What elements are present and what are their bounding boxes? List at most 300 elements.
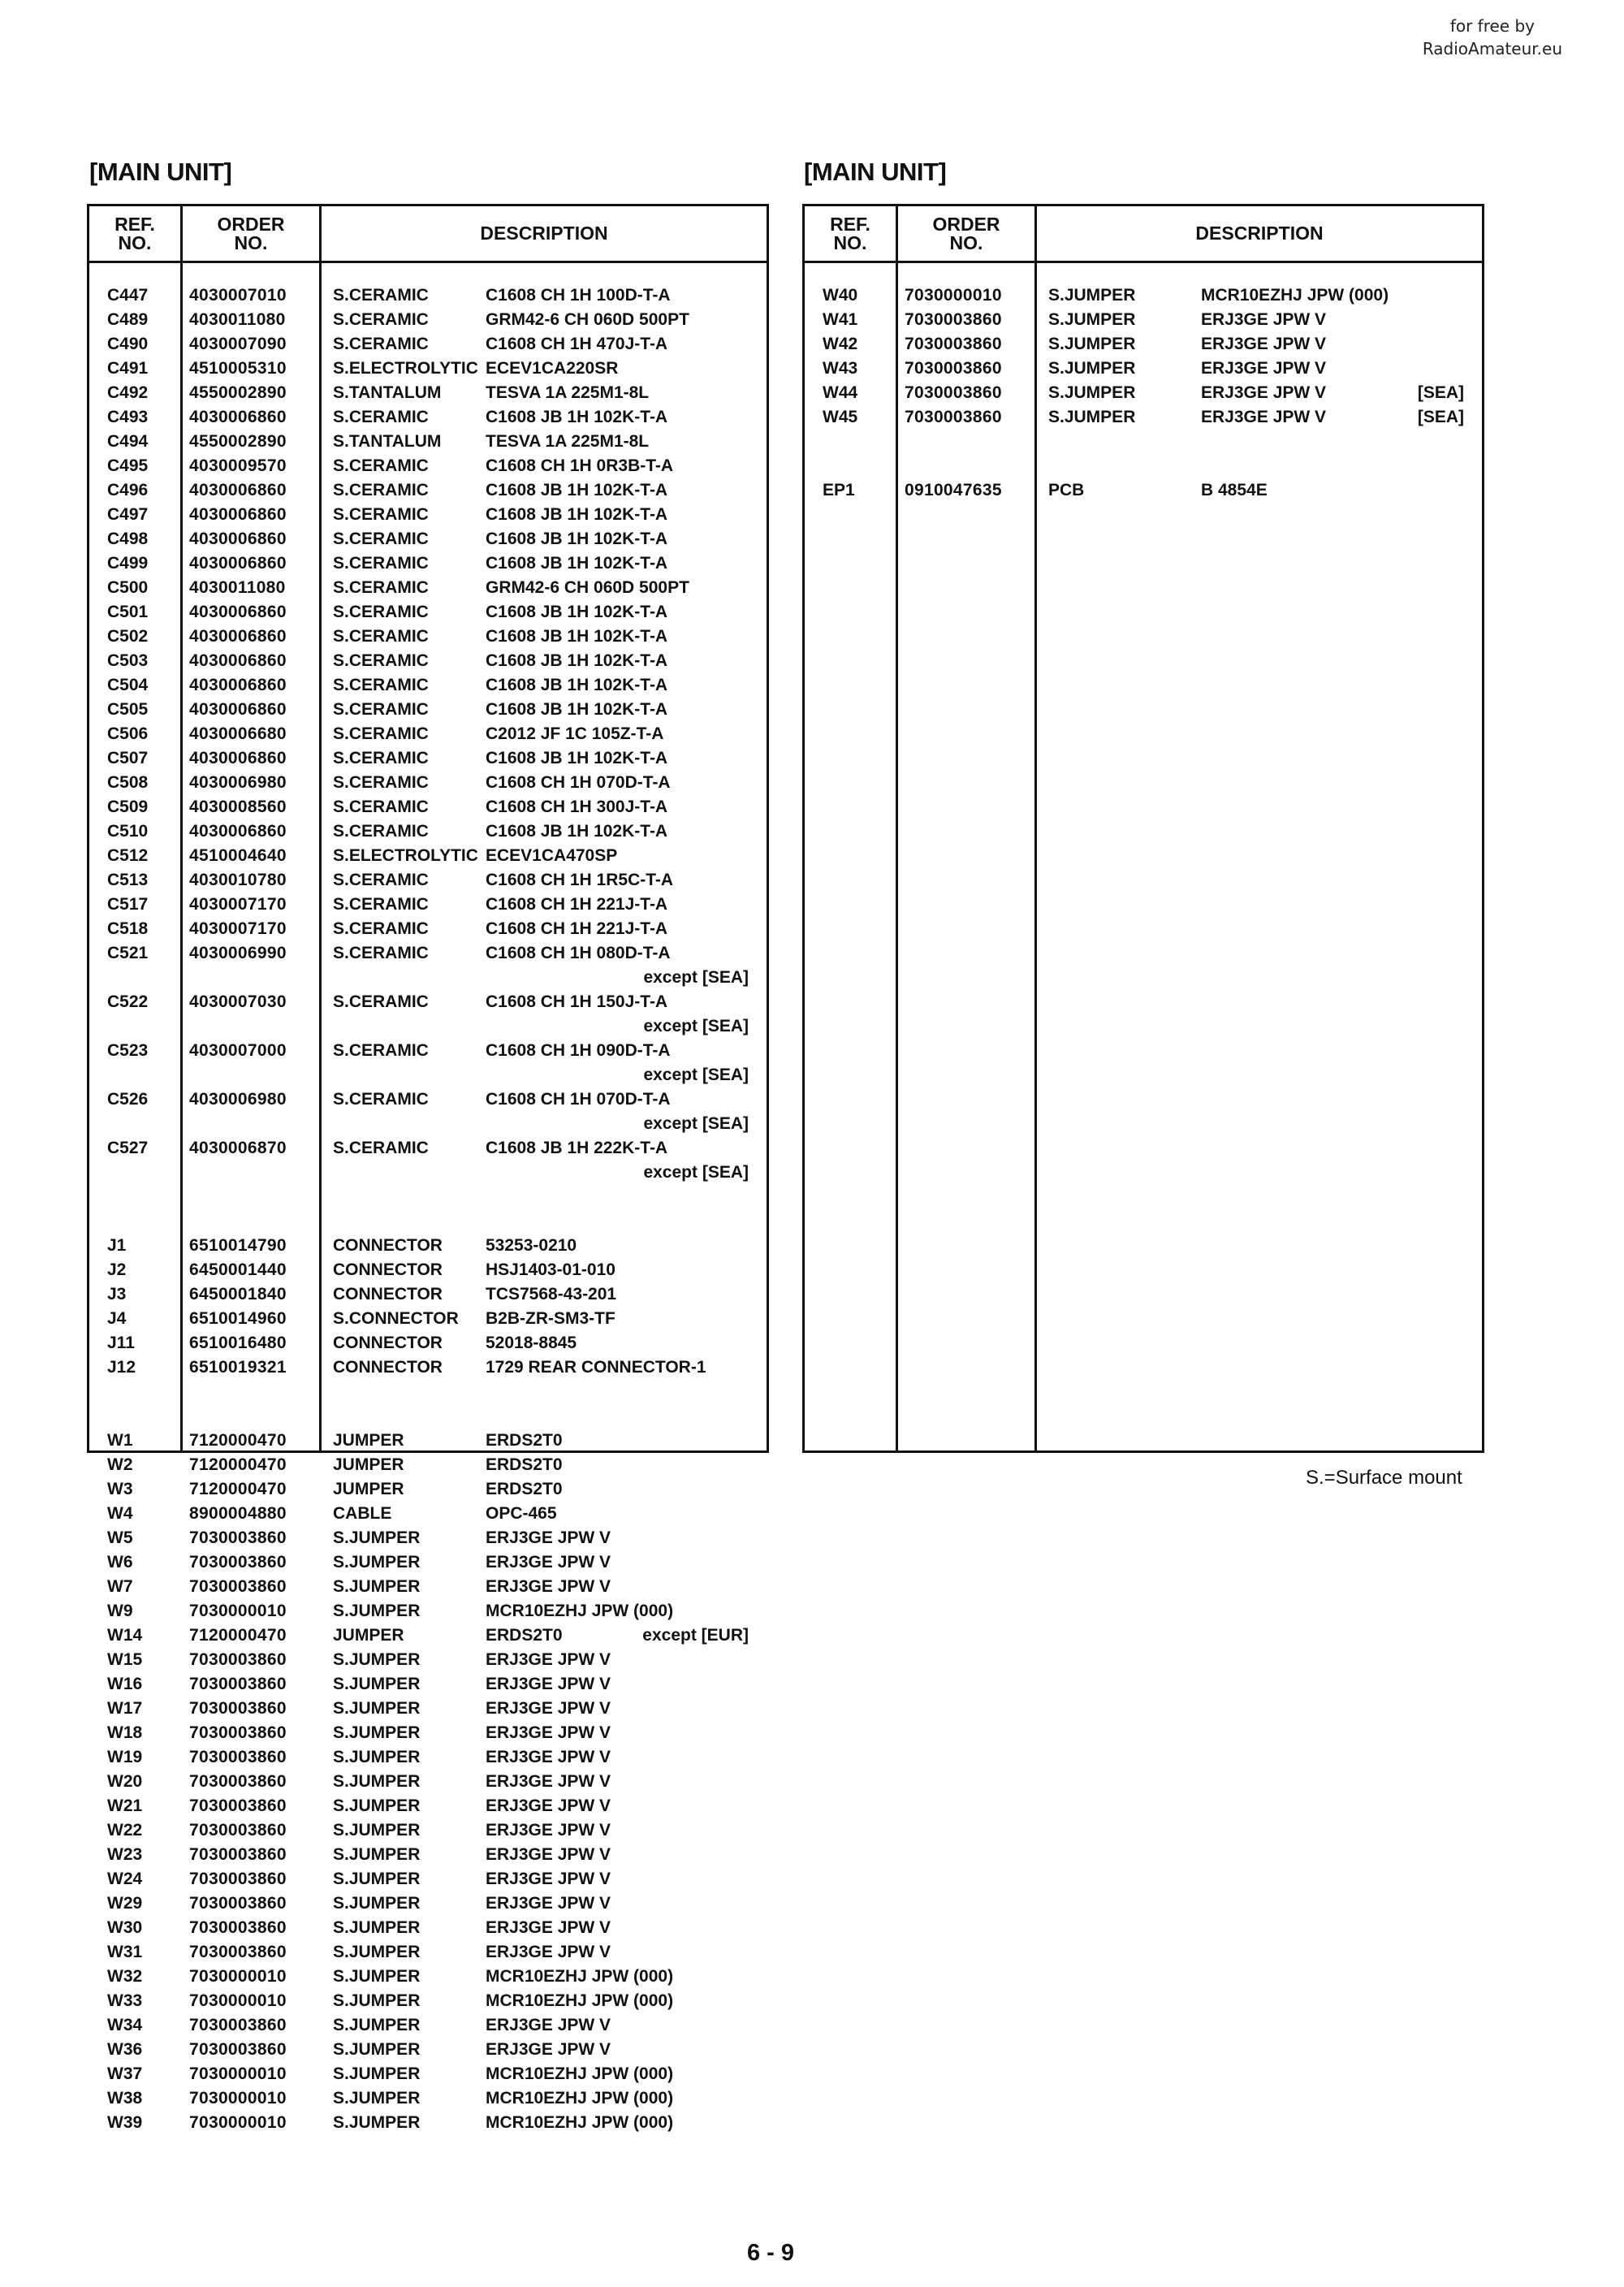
ref-no-cell: C497 [107, 505, 149, 524]
part-number-cell: C1608 JB 1H 222K-T-A [486, 1139, 668, 1157]
order-no-cell: 7030000010 [189, 1967, 287, 1986]
ref-no-cell: C513 [107, 871, 149, 889]
part-number-cell: ERJ3GE JPW V [1201, 383, 1327, 402]
description-cell: S.CERAMIC [333, 822, 429, 841]
table-row [805, 430, 1482, 454]
part-number-cell: ERJ3GE JPW V [486, 1553, 611, 1572]
table-row [89, 2062, 767, 2086]
part-number-cell: C1608 JB 1H 102K-T-A [486, 627, 668, 646]
table-row [89, 1136, 767, 1161]
description-cell: S.CERAMIC [333, 310, 429, 329]
table-row [89, 381, 767, 405]
part-number-cell: C2012 JF 1C 105Z-T-A [486, 724, 664, 743]
ref-no-cell: C512 [107, 846, 149, 865]
order-no-cell: 7030003860 [189, 2040, 287, 2059]
ref-no-cell: C502 [107, 627, 149, 646]
ref-no-cell: W2 [107, 1455, 133, 1474]
table-row [805, 332, 1482, 357]
table-row [89, 1526, 767, 1550]
ref-no-cell: C496 [107, 481, 149, 499]
part-number-cell: HSJ1403-01-010 [486, 1260, 615, 1279]
ref-no-cell: J11 [107, 1334, 135, 1352]
part-number-cell: ERJ3GE JPW V [486, 1870, 611, 1888]
description-cell: S.TANTALUM [333, 432, 442, 451]
table-row [89, 1331, 767, 1355]
ref-no-cell: C491 [107, 359, 149, 378]
order-no-cell: 7120000470 [189, 1480, 287, 1498]
order-no-cell: 6450001440 [189, 1260, 287, 1279]
ref-no-cell: J12 [107, 1358, 136, 1377]
ref-no-cell: C505 [107, 700, 149, 719]
table-row [89, 2086, 767, 2111]
header-order-line2: NO. [234, 231, 268, 253]
ref-no-cell: C518 [107, 919, 149, 938]
table-row [89, 1794, 767, 1818]
table-row [805, 381, 1482, 405]
description-cell: S.JUMPER [1048, 286, 1136, 305]
order-no-cell: 7030003860 [905, 408, 1002, 426]
ref-no-cell: W22 [107, 1821, 143, 1840]
table-row [89, 917, 767, 941]
description-cell: S.JUMPER [333, 1675, 421, 1693]
header-ref-line2: NO. [833, 231, 867, 253]
order-no-cell: 7030003860 [905, 335, 1002, 353]
description-cell: S.CONNECTOR [333, 1309, 459, 1328]
table-row [805, 405, 1482, 430]
part-number-cell: C1608 JB 1H 102K-T-A [486, 822, 668, 841]
part-number-cell: TESVA 1A 225M1-8L [486, 432, 650, 451]
ref-no-cell: W33 [107, 1991, 143, 2010]
part-number-cell: ERJ3GE JPW V [486, 1943, 611, 1961]
part-number-cell: C1608 JB 1H 102K-T-A [486, 749, 668, 767]
order-no-cell: 6510014960 [189, 1309, 287, 1328]
part-number-cell: C1608 CH 1H 221J-T-A [486, 919, 668, 938]
table-row [805, 308, 1482, 332]
table-row [89, 1477, 767, 1502]
part-number-cell: TESVA 1A 225M1-8L [486, 383, 650, 402]
description-cell: JUMPER [333, 1431, 404, 1450]
ref-no-cell: J2 [107, 1260, 127, 1279]
table-row [89, 819, 767, 844]
table-row [89, 1867, 767, 1891]
ref-no-cell: W14 [107, 1626, 143, 1645]
description-cell: S.JUMPER [1048, 408, 1136, 426]
header-order-line1: ORDER [932, 213, 1000, 235]
table-row [89, 1672, 767, 1697]
table-body-right [805, 283, 1482, 503]
header-description [1037, 206, 1482, 261]
part-number-cell: TCS7568-43-201 [486, 1285, 617, 1303]
table-row [89, 844, 767, 868]
order-no-cell: 4030011080 [189, 310, 286, 329]
page-number: 6 - 9 [747, 2240, 795, 2266]
table-row [89, 1063, 767, 1087]
description-cell: S.JUMPER [1048, 335, 1136, 353]
note-cell: [SEA] [1417, 383, 1464, 402]
order-no-cell: 7030003860 [189, 1772, 287, 1791]
description-cell: S.JUMPER [333, 1870, 421, 1888]
table-row [89, 1599, 767, 1623]
description-cell: PCB [1048, 481, 1085, 499]
description-cell: S.TANTALUM [333, 383, 442, 402]
header-divider [89, 261, 767, 263]
order-no-cell: 6510016480 [189, 1334, 287, 1352]
parts-table-right [802, 204, 1484, 1453]
description-cell: CONNECTOR [333, 1236, 443, 1255]
order-no-cell: 7030003860 [189, 1723, 287, 1742]
description-cell: S.CERAMIC [333, 530, 429, 548]
order-no-cell: 7030003860 [189, 1675, 287, 1693]
description-cell: S.JUMPER [333, 1699, 421, 1718]
header-description-text: DESCRIPTION [480, 223, 608, 244]
ref-no-cell: C500 [107, 578, 149, 597]
ref-no-cell: C498 [107, 530, 149, 548]
part-number-cell: ERJ3GE JPW V [1201, 335, 1327, 353]
ref-no-cell: W15 [107, 1650, 143, 1669]
part-number-cell: MCR10EZHJ JPW (000) [486, 2113, 674, 2132]
header-description-text: DESCRIPTION [1195, 223, 1324, 244]
table-row [805, 283, 1482, 308]
order-no-cell: 7030003860 [189, 1577, 287, 1596]
part-number-cell: ERJ3GE JPW V [486, 1796, 611, 1815]
part-number-cell: ERDS2T0 [486, 1626, 563, 1645]
table-row [89, 673, 767, 698]
note-cell: [SEA] [1417, 408, 1464, 426]
description-cell: S.ELECTROLYTIC [333, 359, 478, 378]
table-row [89, 1404, 767, 1429]
description-cell: S.CERAMIC [333, 651, 429, 670]
part-number-cell: ERJ3GE JPW V [486, 1821, 611, 1840]
part-number-cell: ERDS2T0 [486, 1431, 563, 1450]
part-number-cell: ECEV1CA220SR [486, 359, 619, 378]
ref-no-cell: C494 [107, 432, 149, 451]
table-row [89, 1307, 767, 1331]
order-no-cell: 7030003860 [905, 359, 1002, 378]
part-number-cell: C1608 JB 1H 102K-T-A [486, 603, 668, 621]
table-row [89, 1380, 767, 1404]
ref-no-cell: W4 [107, 1504, 133, 1523]
part-number-cell: C1608 CH 1H 150J-T-A [486, 992, 668, 1011]
header-order-no [898, 206, 1034, 261]
table-row [89, 966, 767, 990]
table-row [805, 357, 1482, 381]
order-no-cell: 7030003860 [189, 1699, 287, 1718]
part-number-cell: ECEV1CA470SP [486, 846, 618, 865]
table-row [89, 1721, 767, 1745]
table-row [89, 1039, 767, 1063]
description-cell: S.JUMPER [333, 2064, 421, 2083]
description-cell: S.CERAMIC [333, 505, 429, 524]
order-no-cell: 4030006860 [189, 749, 287, 767]
table-row [89, 746, 767, 771]
part-number-cell: MCR10EZHJ JPW (000) [486, 2064, 674, 2083]
part-number-cell: ERJ3GE JPW V [486, 1675, 611, 1693]
table-body-left [89, 283, 767, 2135]
ref-no-cell: W41 [823, 310, 858, 329]
order-no-cell: 6510019321 [189, 1358, 287, 1377]
table-row [89, 1429, 767, 1453]
table-row [89, 283, 767, 308]
ref-no-cell: W37 [107, 2064, 143, 2083]
table-row [89, 649, 767, 673]
order-no-cell: 8900004880 [189, 1504, 287, 1523]
ref-no-cell: C504 [107, 676, 149, 694]
ref-no-cell: C508 [107, 773, 149, 792]
order-no-cell: 4030006860 [189, 651, 287, 670]
order-no-cell: 7030000010 [189, 2089, 287, 2108]
table-row [89, 722, 767, 746]
part-number-cell: C1608 CH 1H 0R3B-T-A [486, 456, 674, 475]
order-no-cell: 0910047635 [905, 481, 1002, 499]
description-cell: S.JUMPER [333, 1723, 421, 1742]
table-row [89, 1234, 767, 1258]
description-cell: S.CERAMIC [333, 724, 429, 743]
description-cell: S.CERAMIC [333, 798, 429, 816]
header-ref-line1: REF. [830, 213, 870, 235]
note-cell: except [EUR] [642, 1626, 749, 1645]
order-no-cell: 7030000010 [189, 1991, 287, 2010]
watermark-line-2: RadioAmateur.eu [1422, 39, 1562, 58]
ref-no-cell: W16 [107, 1675, 143, 1693]
description-cell: S.CERAMIC [333, 944, 429, 962]
description-cell: S.CERAMIC [333, 1090, 429, 1109]
ref-no-cell: W1 [107, 1431, 133, 1450]
table-row [89, 1550, 767, 1575]
part-number-cell: C1608 CH 1H 070D-T-A [486, 773, 671, 792]
description-cell: S.CERAMIC [333, 603, 429, 621]
table-row [89, 893, 767, 917]
header-ref-line1: REF. [114, 213, 155, 235]
order-no-cell: 7030000010 [189, 2064, 287, 2083]
ref-no-cell: W18 [107, 1723, 143, 1742]
ref-no-cell: W5 [107, 1528, 133, 1547]
table-row [89, 625, 767, 649]
ref-no-cell: W39 [107, 2113, 143, 2132]
order-no-cell: 4030006860 [189, 603, 287, 621]
order-no-cell: 4030006860 [189, 822, 287, 841]
ref-no-cell: C521 [107, 944, 149, 962]
ref-no-cell: C517 [107, 895, 149, 914]
table-row [89, 1843, 767, 1867]
order-no-cell: 7030003860 [189, 1943, 287, 1961]
ref-no-cell: C492 [107, 383, 149, 402]
header-order-line2: NO. [949, 231, 983, 253]
description-cell: S.CERAMIC [333, 749, 429, 767]
part-number-cell: C1608 CH 1H 100D-T-A [486, 286, 671, 305]
ref-no-cell: C507 [107, 749, 149, 767]
ref-no-cell: W45 [823, 408, 858, 426]
order-no-cell: 4550002890 [189, 432, 287, 451]
table-row [89, 478, 767, 503]
order-no-cell: 7030003860 [189, 1845, 287, 1864]
ref-no-cell: W43 [823, 359, 858, 378]
description-cell: S.CERAMIC [333, 456, 429, 475]
description-cell: CONNECTOR [333, 1334, 443, 1352]
table-row [89, 527, 767, 551]
ref-no-cell: W44 [823, 383, 858, 402]
description-cell: S.CERAMIC [333, 408, 429, 426]
part-number-cell: MCR10EZHJ JPW (000) [1201, 286, 1389, 305]
order-no-cell: 7030003860 [189, 1796, 287, 1815]
table-row [89, 1697, 767, 1721]
part-number-cell: B2B-ZR-SM3-TF [486, 1309, 615, 1328]
description-cell: S.JUMPER [333, 1577, 421, 1596]
order-no-cell: 4030006990 [189, 944, 287, 962]
header-ref-no [89, 206, 180, 261]
ref-no-cell: C509 [107, 798, 149, 816]
table-row [89, 1989, 767, 2013]
ref-no-cell: W38 [107, 2089, 143, 2108]
ref-no-cell: W17 [107, 1699, 143, 1718]
table-row [89, 698, 767, 722]
ref-no-cell: W32 [107, 1967, 143, 1986]
table-row [89, 2038, 767, 2062]
watermark-line-1: for free by [1449, 16, 1535, 36]
order-no-cell: 7120000470 [189, 1431, 287, 1450]
part-number-cell: ERJ3GE JPW V [486, 2016, 611, 2034]
part-number-cell: GRM42-6 CH 060D 500PT [486, 578, 689, 597]
ref-no-cell: W34 [107, 2016, 143, 2034]
description-cell: JUMPER [333, 1480, 404, 1498]
part-number-cell: ERJ3GE JPW V [486, 1650, 611, 1669]
header-order-line1: ORDER [217, 213, 285, 235]
description-cell: S.JUMPER [333, 1528, 421, 1547]
table-row [89, 1355, 767, 1380]
surface-mount-note: S.=Surface mount [1306, 1467, 1462, 1489]
table-row [89, 430, 767, 454]
order-no-cell: 4030006680 [189, 724, 287, 743]
part-number-cell: MCR10EZHJ JPW (000) [486, 2089, 674, 2108]
description-cell: CONNECTOR [333, 1260, 443, 1279]
note-cell: except [SEA] [643, 1017, 749, 1035]
order-no-cell: 7030003860 [189, 2016, 287, 2034]
order-no-cell: 7030003860 [905, 383, 1002, 402]
parts-table-left [87, 204, 769, 2132]
ref-no-cell: W42 [823, 335, 858, 353]
header-ref-no [805, 206, 896, 261]
description-cell: S.JUMPER [333, 1918, 421, 1937]
part-number-cell: C1608 CH 1H 300J-T-A [486, 798, 668, 816]
order-no-cell: 4030006860 [189, 700, 287, 719]
part-number-cell: C1608 JB 1H 102K-T-A [486, 408, 668, 426]
ref-no-cell: C493 [107, 408, 149, 426]
description-cell: S.CERAMIC [333, 1041, 429, 1060]
description-cell: S.JUMPER [1048, 359, 1136, 378]
table-row [805, 454, 1482, 478]
section-title-right: [MAIN UNIT] [804, 158, 947, 186]
ref-no-cell: C447 [107, 286, 149, 305]
ref-no-cell: C510 [107, 822, 149, 841]
ref-no-cell: C527 [107, 1139, 149, 1157]
order-no-cell: 7030000010 [905, 286, 1002, 305]
ref-no-cell: C523 [107, 1041, 149, 1060]
table-row [89, 990, 767, 1014]
description-cell: CONNECTOR [333, 1285, 443, 1303]
part-number-cell: C1608 JB 1H 102K-T-A [486, 676, 668, 694]
order-no-cell: 4030007010 [189, 286, 287, 305]
ref-no-cell: C501 [107, 603, 149, 621]
table-row [89, 1282, 767, 1307]
table-row [89, 1258, 767, 1282]
description-cell: S.CERAMIC [333, 992, 429, 1011]
table-row [89, 1940, 767, 1965]
order-no-cell: 7120000470 [189, 1626, 287, 1645]
ref-no-cell: C506 [107, 724, 149, 743]
order-no-cell: 4030007090 [189, 335, 287, 353]
ref-no-cell: J4 [107, 1309, 127, 1328]
description-cell: S.CERAMIC [333, 773, 429, 792]
order-no-cell: 4030006860 [189, 481, 287, 499]
note-cell: except [SEA] [643, 968, 749, 987]
ref-no-cell: C522 [107, 992, 149, 1011]
order-no-cell: 4030006860 [189, 408, 287, 426]
description-cell: S.CERAMIC [333, 286, 429, 305]
table-row [89, 405, 767, 430]
part-number-cell: C1608 JB 1H 102K-T-A [486, 700, 668, 719]
order-no-cell: 7030000010 [189, 2113, 287, 2132]
table-row [89, 1818, 767, 1843]
table-row [89, 1112, 767, 1136]
description-cell: S.CERAMIC [333, 335, 429, 353]
part-number-cell: B 4854E [1201, 481, 1268, 499]
part-number-cell: ERJ3GE JPW V [486, 1894, 611, 1913]
ref-no-cell: J3 [107, 1285, 127, 1303]
table-row [89, 771, 767, 795]
part-number-cell: ERJ3GE JPW V [486, 1845, 611, 1864]
description-cell: S.ELECTROLYTIC [333, 846, 478, 865]
part-number-cell: C1608 JB 1H 102K-T-A [486, 530, 668, 548]
part-number-cell: MCR10EZHJ JPW (000) [486, 1991, 674, 2010]
part-number-cell: ERJ3GE JPW V [486, 1772, 611, 1791]
description-cell: JUMPER [333, 1626, 404, 1645]
ref-no-cell: W6 [107, 1553, 133, 1572]
part-number-cell: ERJ3GE JPW V [486, 1577, 611, 1596]
table-row [89, 1209, 767, 1234]
table-row [89, 1623, 767, 1648]
description-cell: S.JUMPER [1048, 383, 1136, 402]
table-row [89, 551, 767, 576]
ref-no-cell: W9 [107, 1602, 133, 1620]
description-cell: JUMPER [333, 1455, 404, 1474]
table-row [89, 1916, 767, 1940]
order-no-cell: 7030003860 [189, 1894, 287, 1913]
header-divider [805, 261, 1482, 263]
ref-no-cell: J1 [107, 1236, 127, 1255]
order-no-cell: 4030010780 [189, 871, 287, 889]
part-number-cell: C1608 JB 1H 102K-T-A [486, 481, 668, 499]
description-cell: S.CERAMIC [333, 676, 429, 694]
order-no-cell: 6450001840 [189, 1285, 287, 1303]
table-row [89, 1770, 767, 1794]
table-row [89, 576, 767, 600]
description-cell: S.CERAMIC [333, 627, 429, 646]
description-cell: S.JUMPER [333, 1772, 421, 1791]
order-no-cell: 4030007000 [189, 1041, 287, 1060]
part-number-cell: ERJ3GE JPW V [486, 1699, 611, 1718]
ref-no-cell: W21 [107, 1796, 143, 1815]
table-row [89, 795, 767, 819]
note-cell: except [SEA] [643, 1114, 749, 1133]
part-number-cell: ERJ3GE JPW V [1201, 310, 1327, 329]
part-number-cell: MCR10EZHJ JPW (000) [486, 1967, 674, 1986]
ref-no-cell: W31 [107, 1943, 143, 1961]
description-cell: S.JUMPER [333, 2016, 421, 2034]
description-cell: S.JUMPER [333, 1602, 421, 1620]
part-number-cell: ERJ3GE JPW V [486, 1918, 611, 1937]
table-row [89, 503, 767, 527]
ref-no-cell: C489 [107, 310, 149, 329]
ref-no-cell: C490 [107, 335, 149, 353]
